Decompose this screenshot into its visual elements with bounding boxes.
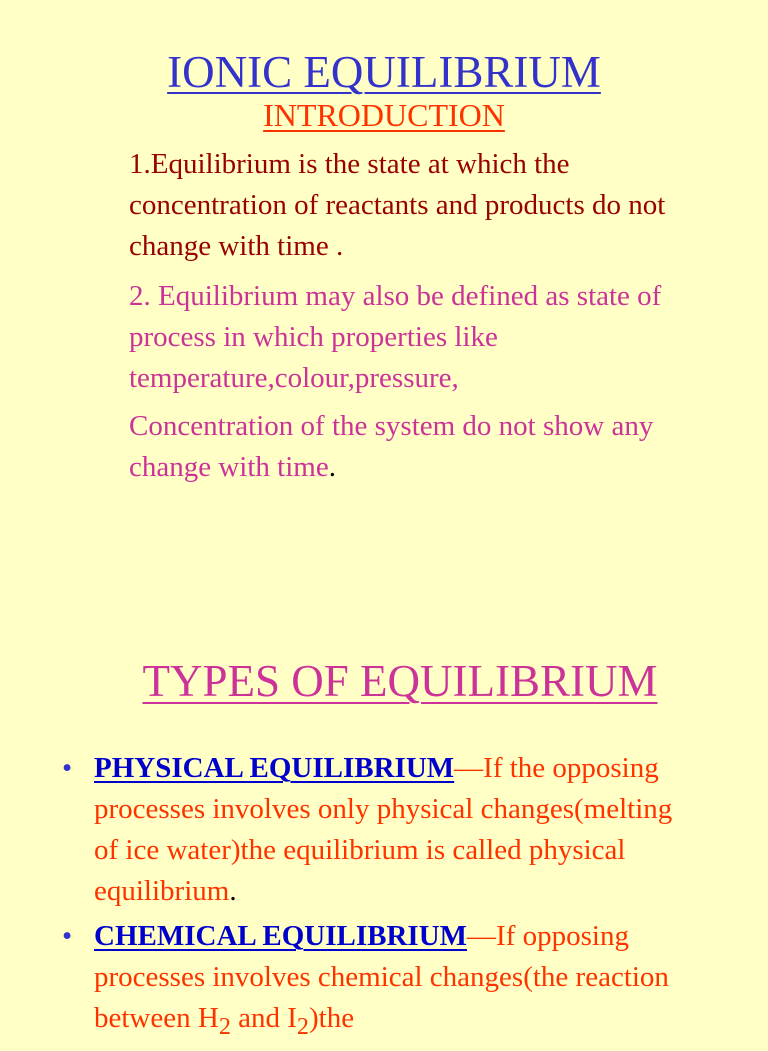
- list-item: [0, 748, 694, 912]
- point-2-continuation: [129, 406, 729, 488]
- point-2-body: Equilibrium may also be defined as state of process in which properties like temperature,colour,pressure,: [129, 280, 662, 394]
- slide-title: IONIC EQUILIBRIUM: [167, 47, 601, 97]
- slide-subtitle: INTRODUCTION: [263, 97, 505, 133]
- em-dash: —: [454, 752, 484, 784]
- subscript: 2: [218, 1012, 231, 1040]
- point-2-period: .: [328, 451, 336, 483]
- term-chemical-equilibrium: CHEMICAL EQUILIBRIUM: [94, 920, 468, 952]
- bullet-text-2: and I: [230, 1002, 297, 1034]
- point-2-continuation-body: Concentration of the system do not show any change with time: [129, 410, 654, 483]
- em-dash: —: [467, 920, 497, 952]
- point-2-number: 2.: [129, 280, 158, 312]
- point-1-text: 1.Equilibrium is the state at which the concentration of reactants and products do not change with time .: [129, 148, 666, 262]
- slide-types: [0, 640, 768, 1040]
- bullet-icon: •: [62, 920, 73, 952]
- bullet-text: If the opposing processes involves only physical changes(melting of ice water)the equilibrium is called physical equilibrium: [94, 752, 673, 907]
- slide-title: TYPES OF EQUILIBRIUM: [142, 656, 658, 706]
- subscript: 2: [296, 1012, 309, 1040]
- list-item: [0, 916, 694, 1047]
- point-2-text: [129, 276, 729, 399]
- term-physical-equilibrium: PHYSICAL EQUILIBRIUM: [94, 752, 455, 784]
- bullet-period: .: [229, 875, 237, 907]
- bullet-icon: •: [62, 752, 73, 784]
- bullet-list: [0, 748, 768, 1051]
- bullet-text: If opposing processes involves chemical changes(the reaction between H: [94, 920, 669, 1034]
- bullet-text-3: )the: [309, 1002, 355, 1034]
